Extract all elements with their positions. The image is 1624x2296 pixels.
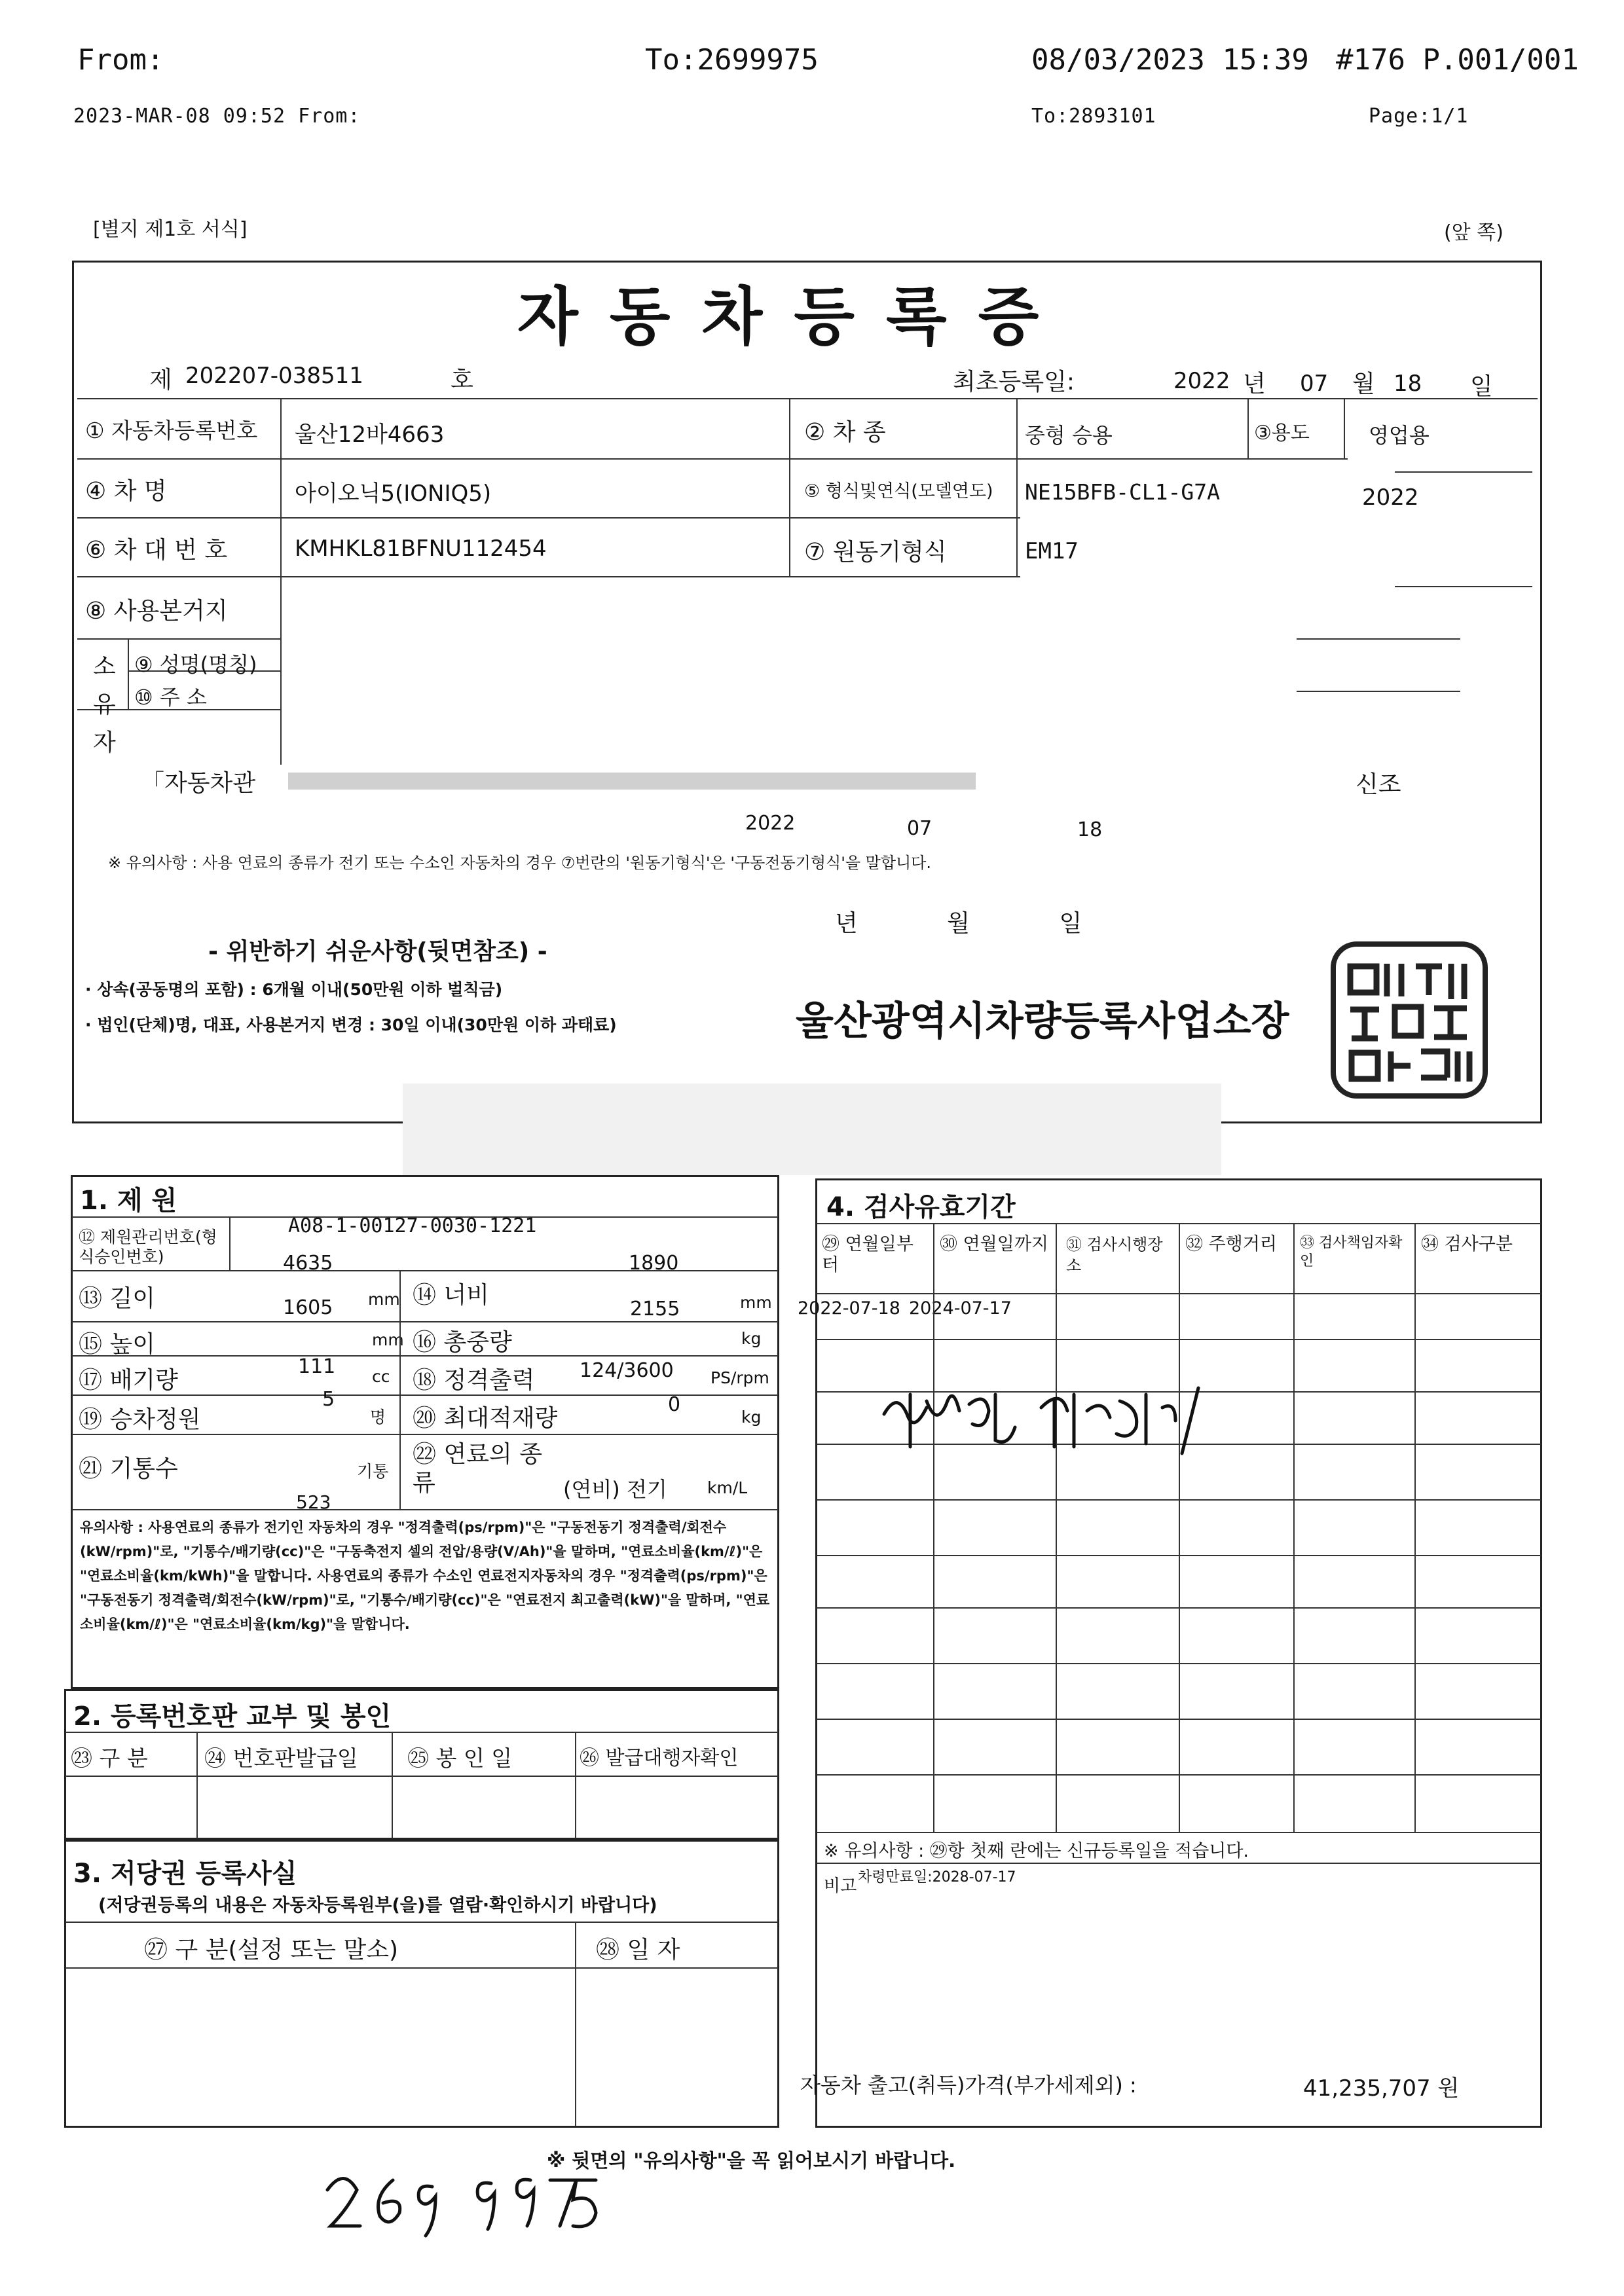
insp-row-from: 2022-07-18: [798, 1298, 900, 1319]
grid-line: [1395, 471, 1532, 473]
watermark: [403, 1084, 1221, 1175]
grid-line: [65, 1922, 778, 1923]
grid-line: [817, 1863, 1541, 1864]
mortgage-title: 3. 저당권 등록사실: [73, 1859, 297, 1889]
grid-line: [77, 517, 1020, 519]
use-label: ③용도: [1254, 422, 1310, 445]
form-side: (앞 쪽): [1444, 221, 1504, 244]
fax-to-number: To:2699975: [645, 43, 819, 77]
insp-col-place: ㉛ 검사시행장소: [1066, 1235, 1163, 1275]
vin-label: ⑥ 차 대 번 호: [85, 537, 228, 564]
grid-line: [65, 1967, 778, 1969]
fuel-type-label: ㉒ 연료의 종 류: [413, 1441, 542, 1497]
grid-line: [789, 398, 790, 576]
seats-unit: 명: [370, 1408, 386, 1427]
handwritten-number: [321, 2160, 635, 2239]
grid-line: [1016, 398, 1018, 576]
grid-line: [229, 1216, 231, 1270]
violation-item-2: · 법인(단체)명, 대표, 사용본거지 변경 : 30일 이내(30만원 이하 과태료): [85, 1015, 617, 1034]
grid-line: [77, 398, 1538, 399]
form-id: [별지 제1호 서식]: [93, 218, 248, 241]
cert-year: 2022: [745, 812, 796, 835]
approval-value: A08-1-00127-0030-1221: [288, 1214, 537, 1237]
plate-section-title: 2. 등록번호판 교부 및 봉인: [73, 1702, 392, 1732]
height-label: ⑮ 높이: [79, 1331, 155, 1358]
fuel-caution: ※ 유의사항 : 사용 연료의 종류가 전기 또는 수소인 자동차의 경우 ⑦번란의 '원동기형식'은 '구동전동기형식'을 말합니다.: [108, 854, 931, 872]
cargo-unit: kg: [741, 1408, 762, 1427]
grid-line: [575, 1732, 576, 1838]
cert-month: 07: [907, 817, 932, 840]
reg-no-prefix: 제: [149, 367, 172, 393]
cert-day: 18: [1077, 818, 1103, 841]
grid-line: [817, 1499, 1541, 1501]
grid-line: [77, 638, 280, 640]
first-reg-label: 최초등록일:: [953, 369, 1075, 395]
first-reg-month: 07: [1300, 371, 1329, 397]
cylinders-value: 523: [296, 1491, 331, 1513]
inspection-title: 4. 검사유효기간: [826, 1192, 1016, 1222]
grid-line: [817, 1663, 1541, 1664]
grid-line: [77, 458, 1348, 460]
grid-line: [817, 1555, 1541, 1556]
grid-line: [128, 638, 129, 709]
insp-col-inspector: ㉝ 검사책임자확인: [1300, 1235, 1403, 1269]
grid-line: [65, 1776, 778, 1777]
insp-col-kind: ㉞ 검사구분: [1421, 1234, 1513, 1254]
car-name-value: 아이오닉5(IONIQ5): [295, 481, 492, 507]
price-value: 41,235,707 원: [1303, 2075, 1460, 2102]
gross-weight-label: ⑯ 총중량: [413, 1329, 512, 1356]
first-reg-year: 2022: [1173, 368, 1230, 394]
year-unit: 년: [1243, 371, 1266, 397]
insp-col-to: ㉚ 연월일까지: [940, 1234, 1048, 1254]
grid-line: [399, 1270, 401, 1509]
length-label: ⑬ 길이: [79, 1285, 155, 1312]
mortgage-col-type: ㉗ 구 분(설정 또는 말소): [144, 1937, 399, 1963]
fax-from-label: From:: [77, 43, 164, 77]
remark-value: 차령만료일:2028-07-17: [858, 1869, 1016, 1886]
height-unit: mm: [372, 1330, 404, 1349]
width-unit: mm: [740, 1293, 772, 1312]
displacement-label: ⑰ 배기량: [79, 1367, 178, 1394]
grid-line: [392, 1732, 393, 1838]
base-label: ⑧ 사용본거지: [85, 598, 228, 625]
gross-weight-unit: kg: [741, 1329, 762, 1348]
grid-line: [72, 1509, 778, 1510]
remark-label: 비고: [824, 1876, 857, 1896]
grid-line: [817, 1607, 1541, 1609]
car-type-value: 중형 승용: [1025, 423, 1113, 448]
grid-line: [1344, 398, 1345, 458]
model-year: 2022: [1362, 484, 1419, 511]
plate-value: 울산12바4663: [295, 422, 445, 448]
fuel-type-value: (연비) 전기: [563, 1477, 667, 1502]
footer-note: ※ 뒷면의 "유의사항"을 꼭 읽어보시기 바랍니다.: [547, 2149, 956, 2172]
model-label: ⑤ 형식및연식(모델연도): [804, 481, 993, 501]
specs-note: 유의사항 : 사용연료의 종류가 전기인 자동차의 경우 "정격출력(ps/rpm)"은 "구동전동기 정격출력/회전수(kW/rpm)"로, "기통수/배기량(cc)"은 "구동축전지 셀의 전압/용량(V/Ah)"을 말하며, "연료소비율(km/ℓ)"은 "연료소비율(km/kWh)"을 말합니다. 사용연료의 종류가 수소인 연료전지자동차의 경우 "정격출력(ps/rpm)"은 "구동전동기 정격출력/회전수(kW/rpm)"로, "기통수/배기량(cc)"은 "연료전지 최고출력(kW)"을 말하며, "연료소비율(km/ℓ)"은 "연료소비율(km/kg)"을 말합니다.: [80, 1520, 770, 1632]
vin-value: KMHKL81BFNU112454: [295, 536, 547, 562]
approval-label: ⑫ 제원관리번호(형식승인번호): [79, 1228, 217, 1266]
plate-col-agent-confirm: ㉖ 발급대행자확인: [580, 1747, 739, 1770]
grid-line: [1414, 1223, 1416, 1832]
seats-value: 5: [322, 1388, 335, 1411]
law-text: 「자동차관: [141, 770, 256, 797]
power-unit: PS/rpm: [710, 1368, 769, 1387]
cylinders-label: ㉑ 기통수: [79, 1455, 178, 1482]
cargo-value: 0: [668, 1393, 681, 1416]
violation-item-1: · 상속(공동명의 포함) : 6개월 이내(50만원 이하 벌칙금): [85, 980, 503, 999]
official-seal: [1331, 941, 1488, 1099]
plate-col-issue-date: ㉔ 번호판발급일: [204, 1745, 358, 1771]
seal-glyphs: [1336, 947, 1483, 1093]
displacement-unit: cc: [372, 1367, 390, 1386]
grid-line: [1395, 586, 1532, 587]
grid-line: [1297, 638, 1460, 640]
fax-line2-to: To:2893101: [1031, 105, 1156, 128]
mortgage-col-date: ㉘ 일 자: [596, 1937, 680, 1963]
month-unit: 월: [1352, 371, 1375, 397]
grid-line: [280, 398, 282, 765]
fuel-economy-unit: km/L: [707, 1478, 748, 1497]
grid-line: [817, 1832, 1541, 1833]
power-label: ⑱ 정격출력: [413, 1367, 535, 1394]
inspection-caution: ※ 유의사항 : ㉙항 첫째 란에는 신규등록일을 적습니다.: [824, 1841, 1249, 1861]
grid-line: [196, 1732, 198, 1838]
grid-line: [72, 1434, 778, 1435]
grid-line: [933, 1223, 934, 1832]
insp-col-from: ㉙ 연월일부터: [822, 1234, 913, 1275]
grid-line: [1056, 1223, 1057, 1832]
grid-line: [817, 1339, 1541, 1340]
width-value: 1890: [629, 1252, 679, 1275]
height-value: 1605: [283, 1296, 333, 1319]
motor-value: EM17: [1025, 538, 1079, 564]
plate-label: ① 자동차등록번호: [85, 418, 258, 443]
certificate-title: 자동차등록증: [517, 280, 1071, 354]
owner-vertical-label: 소유자: [93, 653, 116, 756]
car-type-label: ② 차 종: [804, 419, 886, 446]
day-unit: 일: [1470, 373, 1493, 400]
length-value: 4635: [283, 1252, 333, 1275]
applicant-type: 신조: [1356, 771, 1401, 798]
grid-line: [1293, 1223, 1295, 1832]
redacted-text: [288, 773, 976, 790]
price-label: 자동차 출고(취득)가격(부가세제외) :: [800, 2073, 1137, 2098]
car-name-label: ④ 차 명: [85, 478, 167, 505]
insp-row-to: 2024-07-17: [909, 1298, 1012, 1319]
grid-line: [72, 1321, 778, 1322]
grid-line: [1247, 398, 1249, 458]
use-value: 영업용: [1369, 423, 1430, 448]
insp-col-mileage: ㉜ 주행거리: [1185, 1234, 1277, 1254]
width-label: ⑭ 너비: [413, 1282, 489, 1309]
grid-line: [575, 1922, 576, 2126]
grid-line: [65, 1732, 778, 1733]
grid-line: [72, 1355, 778, 1357]
violation-title: - 위반하기 쉬운사항(뒷면참조) -: [208, 938, 547, 965]
owner-name-label: ⑨ 성명(명칭): [134, 652, 257, 677]
handwritten-signature: [871, 1375, 1264, 1467]
issuing-office: 울산광역시차량등록사업소장: [796, 998, 1289, 1044]
grid-line: [817, 1719, 1541, 1720]
fax-line2-page: Page:1/1: [1369, 105, 1469, 128]
cargo-label: ⑳ 최대적재량: [413, 1405, 558, 1432]
grid-line: [1297, 691, 1460, 692]
plate-col-type: ㉓ 구 분: [71, 1745, 148, 1771]
reg-no-suffix: 호: [451, 367, 473, 393]
plate-col-seal-date: ㉕ 봉 인 일: [407, 1745, 513, 1771]
gross-weight-value: 2155: [630, 1298, 680, 1321]
cylinders-unit: 기통: [357, 1462, 389, 1481]
fax-datetime: 08/03/2023 15:39: [1031, 43, 1309, 77]
displacement-value: 111: [298, 1355, 336, 1378]
motor-label: ⑦ 원동기형식: [804, 539, 947, 566]
power-value: 124/3600: [580, 1359, 674, 1382]
seats-label: ⑲ 승차정원: [79, 1406, 201, 1433]
mortgage-subtitle: (저당권등록의 내용은 자동차등록원부(을)를 열람·확인하시기 바랍니다): [98, 1895, 657, 1916]
model-value: NE15BFB-CL1-G7A: [1025, 479, 1221, 505]
length-unit: mm: [368, 1290, 400, 1309]
reg-no: 202207-038511: [185, 363, 363, 389]
first-reg-day: 18: [1393, 371, 1422, 397]
date-line: 년 월 일: [835, 910, 1082, 937]
grid-line: [1179, 1223, 1180, 1832]
grid-line: [817, 1774, 1541, 1776]
grid-line: [77, 576, 1020, 577]
fax-line2-left: 2023-MAR-08 09:52 From:: [73, 105, 361, 128]
fax-page-info: #176 P.001/001: [1336, 43, 1579, 77]
specs-title: 1. 제 원: [80, 1186, 177, 1216]
owner-address-label: ⑩ 주 소: [134, 685, 207, 710]
